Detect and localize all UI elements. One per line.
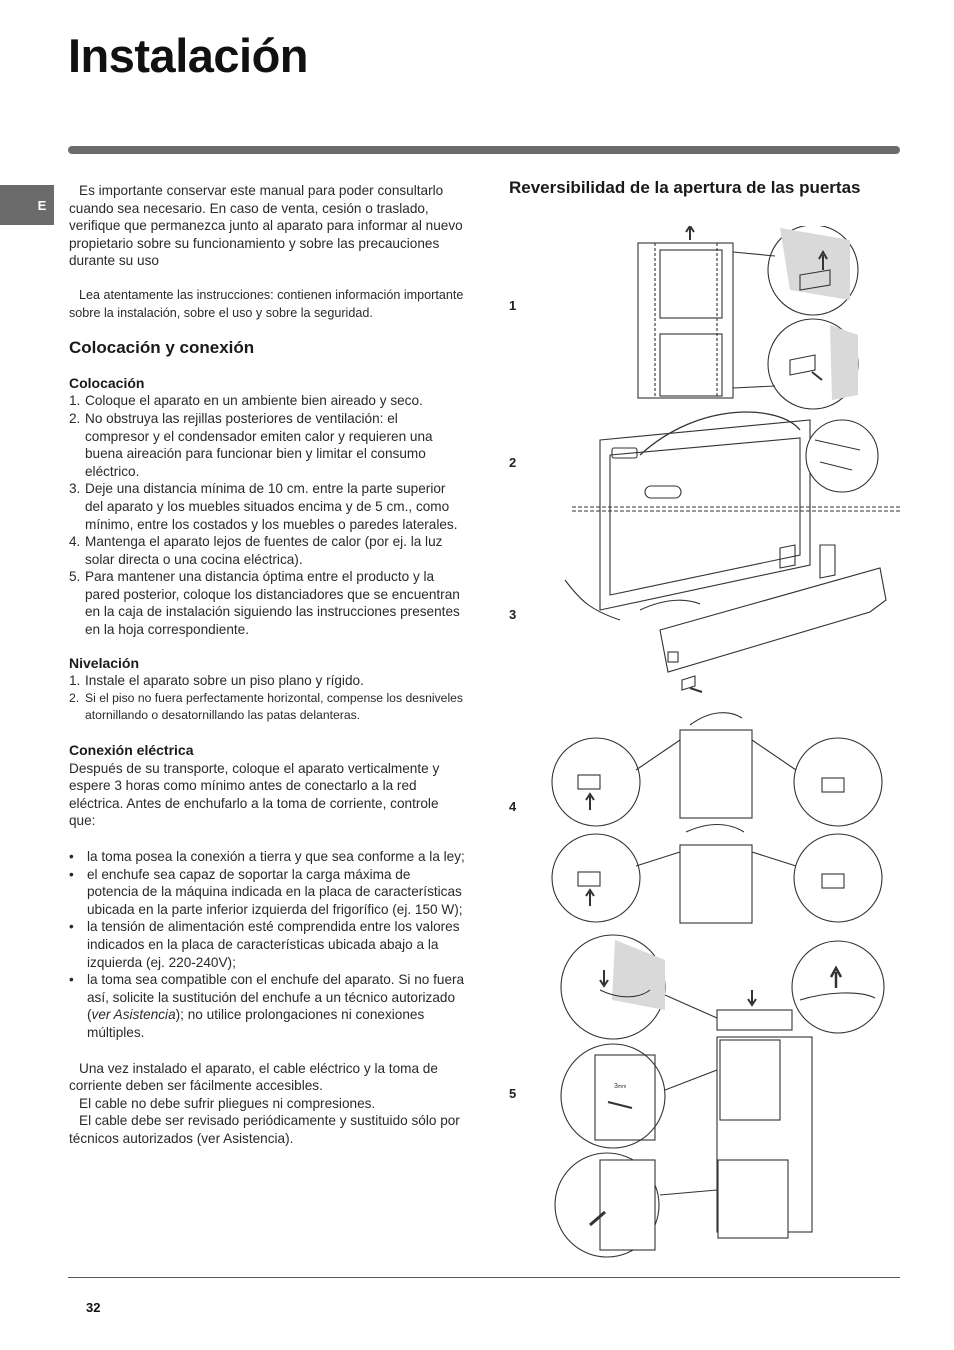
section-heading-reversibility: Reversibilidad de la apertura de las puertas [509, 178, 861, 197]
electrica-intro: Después de su transporte, coloque el aparato verticalmente y espere 3 horas como mínimo antes de conectarlo a la red eléctrica. Antes de enchufarlo a la toma de corriente, controle que: [69, 760, 440, 829]
step-label-2: 2 [509, 455, 517, 470]
step-5-illustration [555, 935, 884, 1257]
colocacion-list [69, 392, 465, 638]
list-item: 5. Para mantener una distancia óptima entre el producto y la pared posterior, coloque los distanciadores que se encuentran en la caja de instalación siguiendo las instrucciones presentes en la hoja correspondiente. [69, 569, 460, 638]
intro-paragraph-2: Lea atentamente las instrucciones: contienen información importante sobre la instalación, sobre el uso y sobre la seguridad. [69, 287, 464, 320]
step-1-illustration [638, 226, 858, 409]
list-item: • la toma sea compatible con el enchufe del aparato. Si no fuera así, solicite la sustitución del enchufe a un técnico autorizado (ver Asistencia); no utilice prolongaciones ni conexiones múltiples. [69, 971, 465, 1041]
closing-paragraph-3: El cable debe ser revisado periódicamente y sustituido sólo por técnicos autorizados (ver Asistencia). [69, 1113, 460, 1146]
bottom-rule [68, 1277, 900, 1278]
page-title: Instalación [68, 29, 309, 82]
nivelacion-list [69, 672, 465, 725]
closing-paragraph-1: Una vez instalado el aparato, el cable eléctrico y la toma de corriente deben ser fácilmente accesibles. [69, 1060, 438, 1094]
subheading-colocacion: Colocación [69, 374, 145, 391]
subheading-nivelacion: Nivelación [69, 654, 140, 671]
closing-paragraph-2: El cable no debe sufrir pliegues ni compresiones. [79, 1095, 376, 1111]
step-label-1: 1 [509, 298, 517, 313]
dimension-label: 3mm [614, 1083, 627, 1090]
list-item: 4. Mantenga el aparato lejos de fuentes de calor (por ej. la luz solar directa o una cocina eléctrica). [69, 534, 443, 567]
section-heading-placement: Colocación y conexión [69, 338, 255, 358]
subheading-conexion-electrica: Conexión eléctrica [69, 742, 194, 759]
list-item: 2. No obstruya las rejillas posteriores de ventilación: el compresor y el condensador emiten calor y requieren una buena aireación para funcionar bien y limitar el consumo eléctrico. [69, 410, 433, 479]
step-label-4: 4 [509, 799, 517, 814]
intro-paragraph-1: Es importante conservar este manual para poder consultarlo cuando sea necesario. En caso de venta, cesión o traslado, verifique que permanezca junto al aparato para informar al nuevo propietario sobre su funcionamiento y sobre las precauciones durante su uso [69, 183, 463, 269]
title-rule [68, 146, 900, 154]
list-item: • la tensión de alimentación esté comprendida entre los valores indicados en la placa de características ubicada abajo a la izquierda (ej. 220-240V); [69, 918, 465, 971]
list-item: • el enchufe sea capaz de soportar la carga máxima de potencia de la máquina indicada en la placa de características ubicada en la parte inferior izquierda del frigorífico (ej. 150 W); [69, 866, 465, 919]
list-item: 1. Instale el aparato sobre un piso plano y rígido. [69, 673, 364, 689]
language-tab: E [0, 185, 54, 225]
page-number: 32 [86, 1300, 101, 1315]
electrica-checklist [69, 848, 465, 1042]
list-item: 3. Deje una distancia mínima de 10 cm. entre la parte superior del aparato y los muebles situados encima y de 5 cm., como mínimo, entre los costados y los muebles o paredes laterales. [69, 481, 458, 532]
list-item: • la toma posea la conexión a tierra y que sea conforme a la ley; [69, 848, 465, 866]
left-column [69, 182, 465, 1148]
list-item: 1. Coloque el aparato en un ambiente bien aireado y seco. [69, 393, 423, 409]
step-2-3-illustration [565, 412, 900, 692]
step-label-3: 3 [509, 607, 517, 622]
list-item: 2. Si el piso no fuera perfectamente horizontal, compense los desniveles atornillando o desatornillando las patas delanteras. [69, 690, 464, 723]
door-reversal-illustration [540, 226, 910, 1266]
step-label-5: 5 [509, 1086, 517, 1101]
step-4-illustration [552, 713, 882, 923]
